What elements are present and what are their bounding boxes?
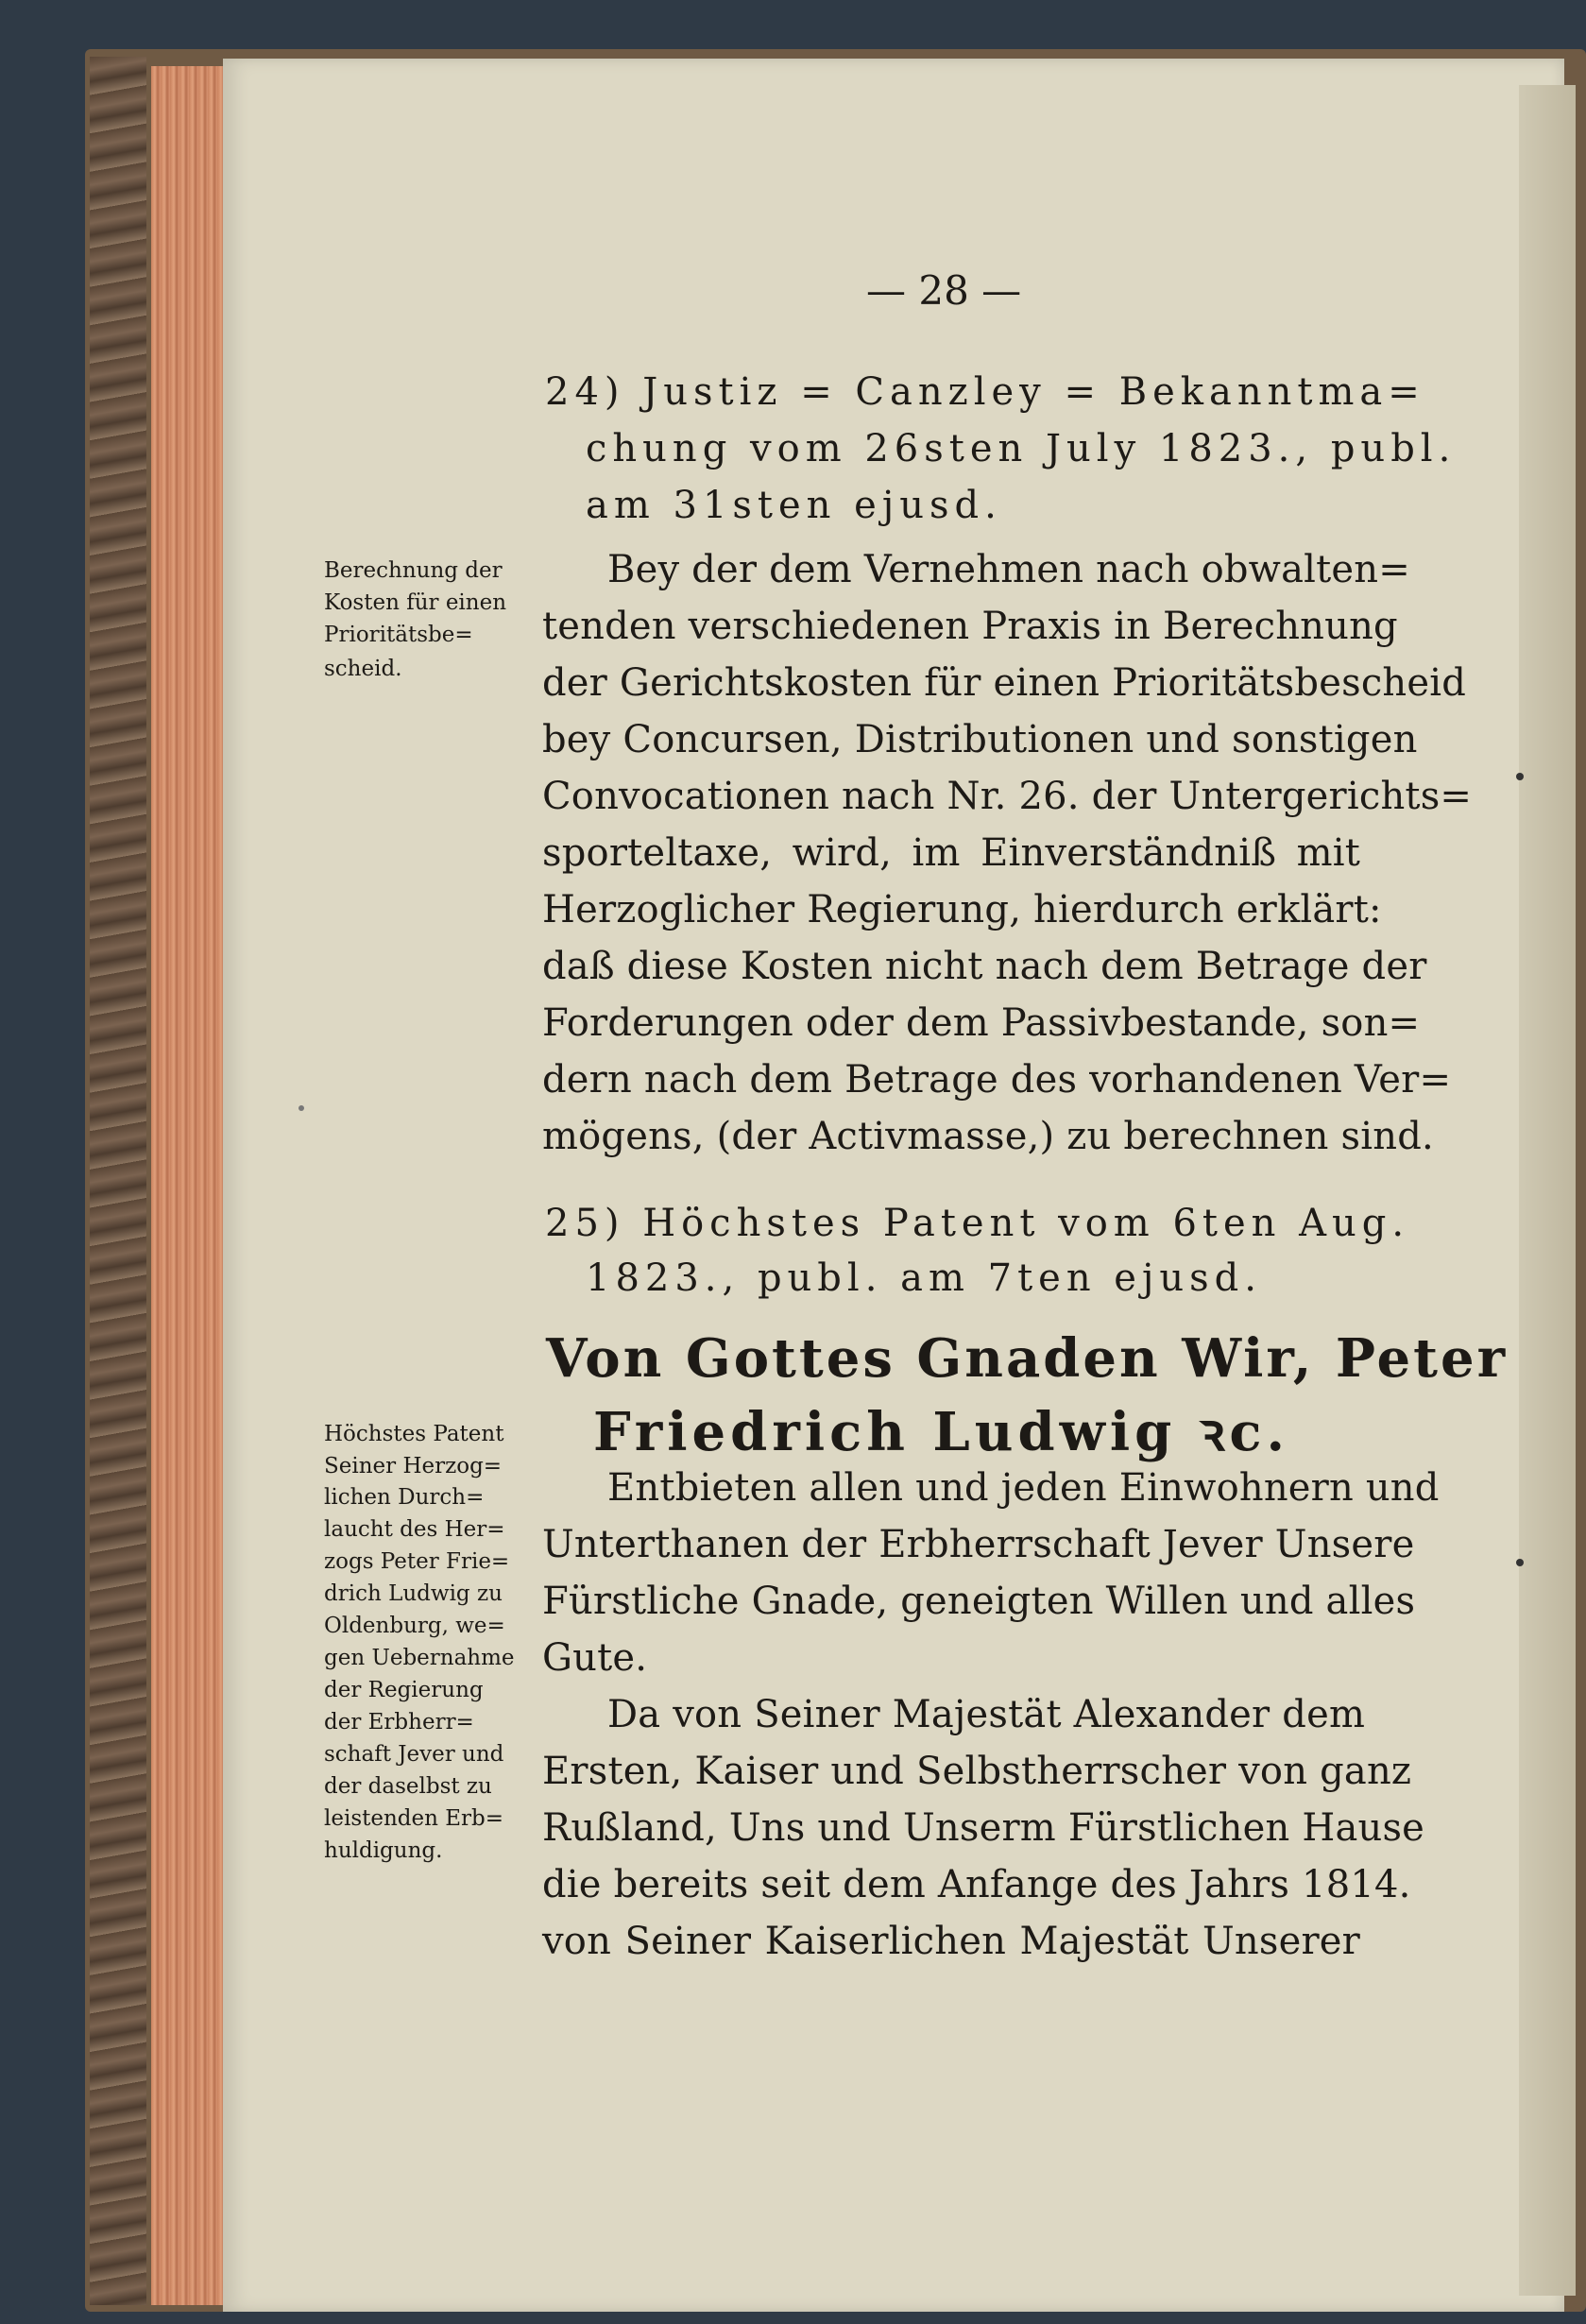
body-24-line-7: Herzoglicher Regierung, hierdurch erklärt: bbox=[542, 888, 1382, 931]
margin-note-25-line-10: der Erbherr= bbox=[324, 1710, 474, 1734]
section-25-heading-line-1: 25) Höchstes Patent vom 6ten Aug. bbox=[545, 1202, 1410, 1245]
margin-note-25-line-13: leistenden Erb= bbox=[324, 1806, 504, 1831]
body-25-line-7: Rußland, Uns und Unserm Fürstlichen Hause bbox=[542, 1806, 1425, 1850]
body-24-line-11: mögens, (der Activmasse,) zu berechnen sind. bbox=[542, 1115, 1434, 1158]
page-edges bbox=[151, 66, 225, 2305]
body-25-line-4: Gute. bbox=[542, 1636, 648, 1680]
margin-note-25-line-3: lichen Durch= bbox=[324, 1485, 485, 1510]
body-24-line-9: Forderungen oder dem Passivbestande, son= bbox=[542, 1001, 1421, 1045]
next-page-edge bbox=[1519, 85, 1576, 2296]
proclamation-title-line-1: Von Gottes Gnaden Wir, Peter bbox=[546, 1327, 1509, 1390]
margin-note-25-line-1: Höchstes Patent bbox=[324, 1422, 504, 1446]
margin-note-24-line-3: Prioritätsbe= bbox=[324, 623, 473, 647]
body-25-line-8: die bereits seit dem Anfange des Jahrs 1814. bbox=[542, 1863, 1411, 1906]
body-24-line-6: sporteltaxe, wird, im Einverständniß mit bbox=[542, 831, 1360, 875]
body-25-line-5: Da von Seiner Majestät Alexander dem bbox=[607, 1693, 1366, 1736]
body-25-line-6: Ersten, Kaiser und Selbstherrscher von ganz bbox=[542, 1750, 1412, 1793]
margin-note-25-line-5: zogs Peter Frie= bbox=[324, 1549, 510, 1574]
body-24-line-4: bey Concursen, Distributionen und sonstigen bbox=[542, 718, 1418, 761]
margin-note-25-line-6: drich Ludwig zu bbox=[324, 1581, 503, 1606]
margin-note-24-line-1: Berechnung der bbox=[324, 558, 503, 583]
body-24-line-2: tenden verschiedenen Praxis in Berechnung bbox=[542, 605, 1398, 648]
body-24-line-3: der Gerichtskosten für einen Prioritätsbescheid bbox=[542, 661, 1467, 705]
margin-note-25-line-7: Oldenburg, we= bbox=[324, 1614, 505, 1638]
margin-note-25-line-8: gen Uebernahme bbox=[324, 1646, 515, 1670]
section-24-heading-line-3: am 31sten ejusd. bbox=[586, 484, 1002, 527]
marbled-spine bbox=[90, 57, 146, 2305]
body-24-line-8: daß diese Kosten nicht nach dem Betrage der bbox=[542, 945, 1427, 988]
section-25-heading-line-2: 1823., publ. am 7ten ejusd. bbox=[586, 1256, 1262, 1300]
margin-note-24-line-4: scheid. bbox=[324, 657, 402, 681]
margin-note-25-line-14: huldigung. bbox=[324, 1838, 443, 1863]
page-header: — 28 — bbox=[866, 267, 1022, 314]
margin-note-25-line-12: der daselbst zu bbox=[324, 1774, 492, 1799]
margin-note-25-line-4: laucht des Her= bbox=[324, 1517, 505, 1542]
section-24-heading-line-1: 24) Justiz = Canzley = Bekanntma= bbox=[545, 370, 1425, 414]
body-25-line-1: Entbieten allen und jeden Einwohnern und bbox=[607, 1466, 1440, 1510]
body-24-line-10: dern nach dem Betrage des vorhandenen Ver= bbox=[542, 1058, 1452, 1102]
body-24-line-1: Bey der dem Vernehmen nach obwalten= bbox=[607, 548, 1410, 591]
body-24-line-5: Convocationen nach Nr. 26. der Untergerichts= bbox=[542, 775, 1473, 818]
margin-note-25-line-11: schaft Jever und bbox=[324, 1742, 504, 1767]
ink-speck bbox=[1516, 773, 1524, 780]
margin-note-25-line-9: der Regierung bbox=[324, 1678, 484, 1702]
ink-speck bbox=[1516, 1559, 1524, 1566]
body-25-line-3: Fürstliche Gnade, geneigten Willen und alles bbox=[542, 1580, 1416, 1623]
margin-note-24-line-2: Kosten für einen bbox=[324, 590, 507, 615]
body-25-line-2: Unterthanen der Erbherrschaft Jever Unsere bbox=[542, 1523, 1415, 1566]
margin-note-25-line-2: Seiner Herzog= bbox=[324, 1454, 503, 1478]
body-25-line-9: von Seiner Kaiserlichen Majestät Unserer bbox=[542, 1920, 1360, 1963]
ink-speck bbox=[298, 1105, 304, 1111]
proclamation-title-line-2: Friedrich Ludwig ꝛc. bbox=[593, 1401, 1289, 1463]
section-24-heading-line-2: chung vom 26sten July 1823., publ. bbox=[586, 427, 1457, 470]
